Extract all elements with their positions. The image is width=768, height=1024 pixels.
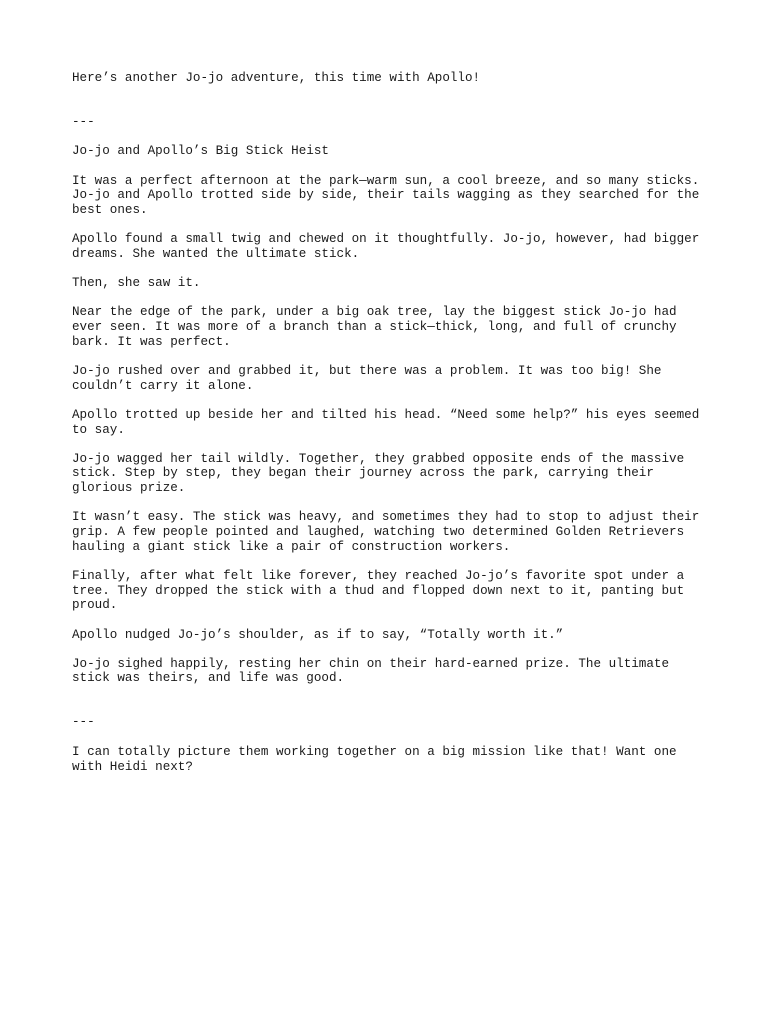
story-paragraph-8: It wasn’t easy. The stick was heavy, and sometimes they had to stop to adjust their grip. A few people pointed and laughed, watching two determined Golden Retrievers hauling a giant stick like a pair of construction workers. bbox=[72, 510, 707, 554]
document-body bbox=[72, 71, 712, 789]
story-paragraph-2: Apollo found a small twig and chewed on it thoughtfully. Jo-jo, however, had bigger dreams. She wanted the ultimate stick. bbox=[72, 232, 707, 261]
story-paragraph-11: Jo-jo sighed happily, resting her chin on their hard-earned prize. The ultimate stick was theirs, and life was good. bbox=[72, 656, 677, 686]
intro-text: Here’s another Jo-jo adventure, this time with Apollo! bbox=[72, 71, 481, 85]
story-paragraph-6: Apollo trotted up beside her and tilted his head. “Need some help?” his eyes seemed to say. bbox=[72, 407, 707, 437]
story-paragraph-4: Near the edge of the park, under a big oak tree, lay the biggest stick Jo-jo had ever seen. It was more of a branch than a stick—thick, long, and full of crunchy bark. It was perfect. bbox=[72, 305, 685, 349]
outro-text: I can totally picture them working together on a big mission like that! Want one with Heidi next? bbox=[72, 744, 685, 774]
separator-bottom: --- bbox=[72, 715, 95, 730]
story-title: Jo-jo and Apollo’s Big Stick Heist bbox=[72, 144, 329, 159]
story-paragraph-5: Jo-jo rushed over and grabbed it, but there was a problem. It was too big! She couldn’t carry it alone. bbox=[72, 363, 670, 393]
story-paragraph-1: It was a perfect afternoon at the park—warm sun, a cool breeze, and so many sticks. Jo-jo and Apollo trotted side by side, their tails wagging as they searched for the best ones. bbox=[72, 173, 707, 218]
separator-top: --- bbox=[72, 114, 95, 129]
story-paragraph-10: Apollo nudged Jo-jo’s shoulder, as if to say, “Totally worth it.” bbox=[72, 627, 564, 642]
story-paragraph-7: Jo-jo wagged her tail wildly. Together, they grabbed opposite ends of the massive stick. Step by step, they began their journey across the park, carrying their glorious prize. bbox=[72, 451, 692, 496]
story-paragraph-9: Finally, after what felt like forever, they reached Jo-jo’s favorite spot under a tree. They dropped the stick with a thud and flopped down next to it, panting but proud. bbox=[72, 568, 692, 613]
story-paragraph-3: Then, she saw it. bbox=[72, 276, 201, 291]
